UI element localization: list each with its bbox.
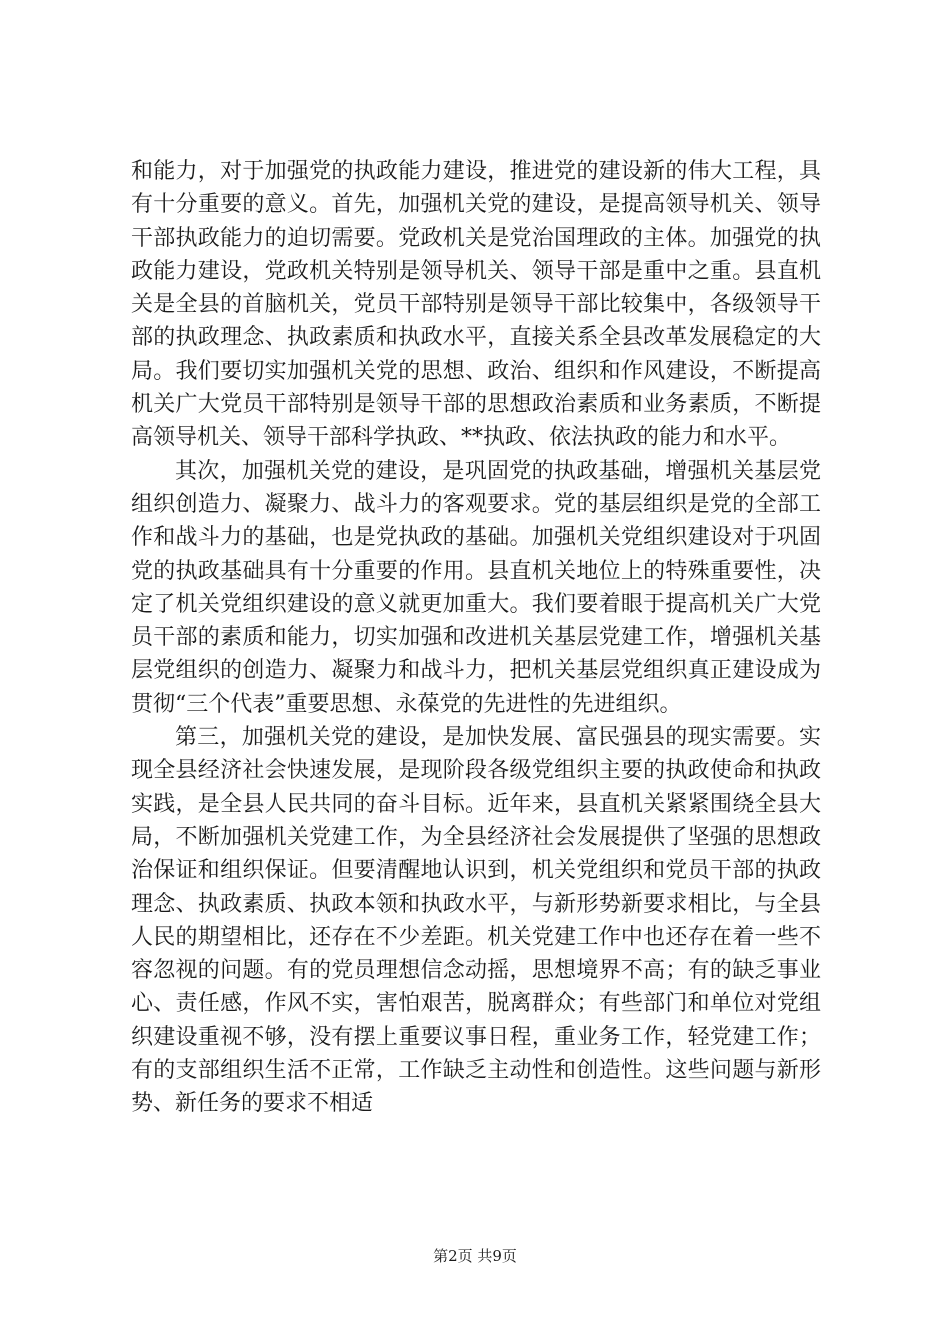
- paragraph-3: 第三，加强机关党的建设，是加快发展、富民强县的现实需要。实现全县经济社会快速发展，是现阶段各级党组织主要的执政使命和执政实践，是全县人民共同的奋斗目标。近年来，县直机关紧紧围绕全县大局，不断加强机关党建工作，为全县经济社会发展提供了坚强的思想政治保证和组织保证。但要清醒地认识到，机关党组织和党员干部的执政理念、执政素质、执政本领和执政水平，与新形势新要求相比，与全县人民的期望相比，还存在不少差距。机关党建工作中也还存在着一些不容忽视的问题。有的党员理想信念动摇，思想境界不高；有的缺乏事业心、责任感，作风不实，害怕艰苦，脱离群众；有些部门和单位对党组织建设重视不够，没有摆上重要议事日程，重业务工作，轻党建工作；有的支部组织生活不正常，工作缺乏主动性和创造性。这些问题与新形势、新任务的要求不相适: [131, 725, 821, 1117]
- paragraph-1: 和能力，对于加强党的执政能力建设，推进党的建设新的伟大工程，具有十分重要的意义。首先，加强机关党的建设，是提高领导机关、领导干部执政能力的迫切需要。党政机关是党治国理政的主体。加强党的执政能力建设，党政机关特别是领导机关、领导干部是重中之重。县直机关是全县的首脑机关，党员干部特别是领导干部比较集中，各级领导干部的执政理念、执政素质和执政水平，直接关系全县改革发展稳定的大局。我们要切实加强机关党的思想、政治、组织和作风建设，不断提高机关广大党员干部特别是领导干部的思想政治素质和业务素质，不断提高领导机关、领导干部科学执政、**执政、依法执政的能力和水平。: [131, 159, 821, 451]
- document-body: [131, 155, 821, 1121]
- page-number-footer: 第2页 共9页: [433, 1247, 517, 1265]
- paragraph-2: 其次，加强机关党的建设，是巩固党的执政基础，增强机关基层党组织创造力、凝聚力、战斗力的客观要求。党的基层组织是党的全部工作和战斗力的基础，也是党执政的基础。加强机关党组织建设对于巩固党的执政基础具有十分重要的作用。县直机关地位上的特殊重要性，决定了机关党组织建设的意义就更加重大。我们要着眼于提高机关广大党员干部的素质和能力，切实加强和改进机关基层党建工作，增强机关基层党组织的创造力、凝聚力和战斗力，把机关基层党组织真正建设成为贯彻“三个代表”重要思想、永葆党的先进性的先进组织。: [131, 458, 821, 717]
